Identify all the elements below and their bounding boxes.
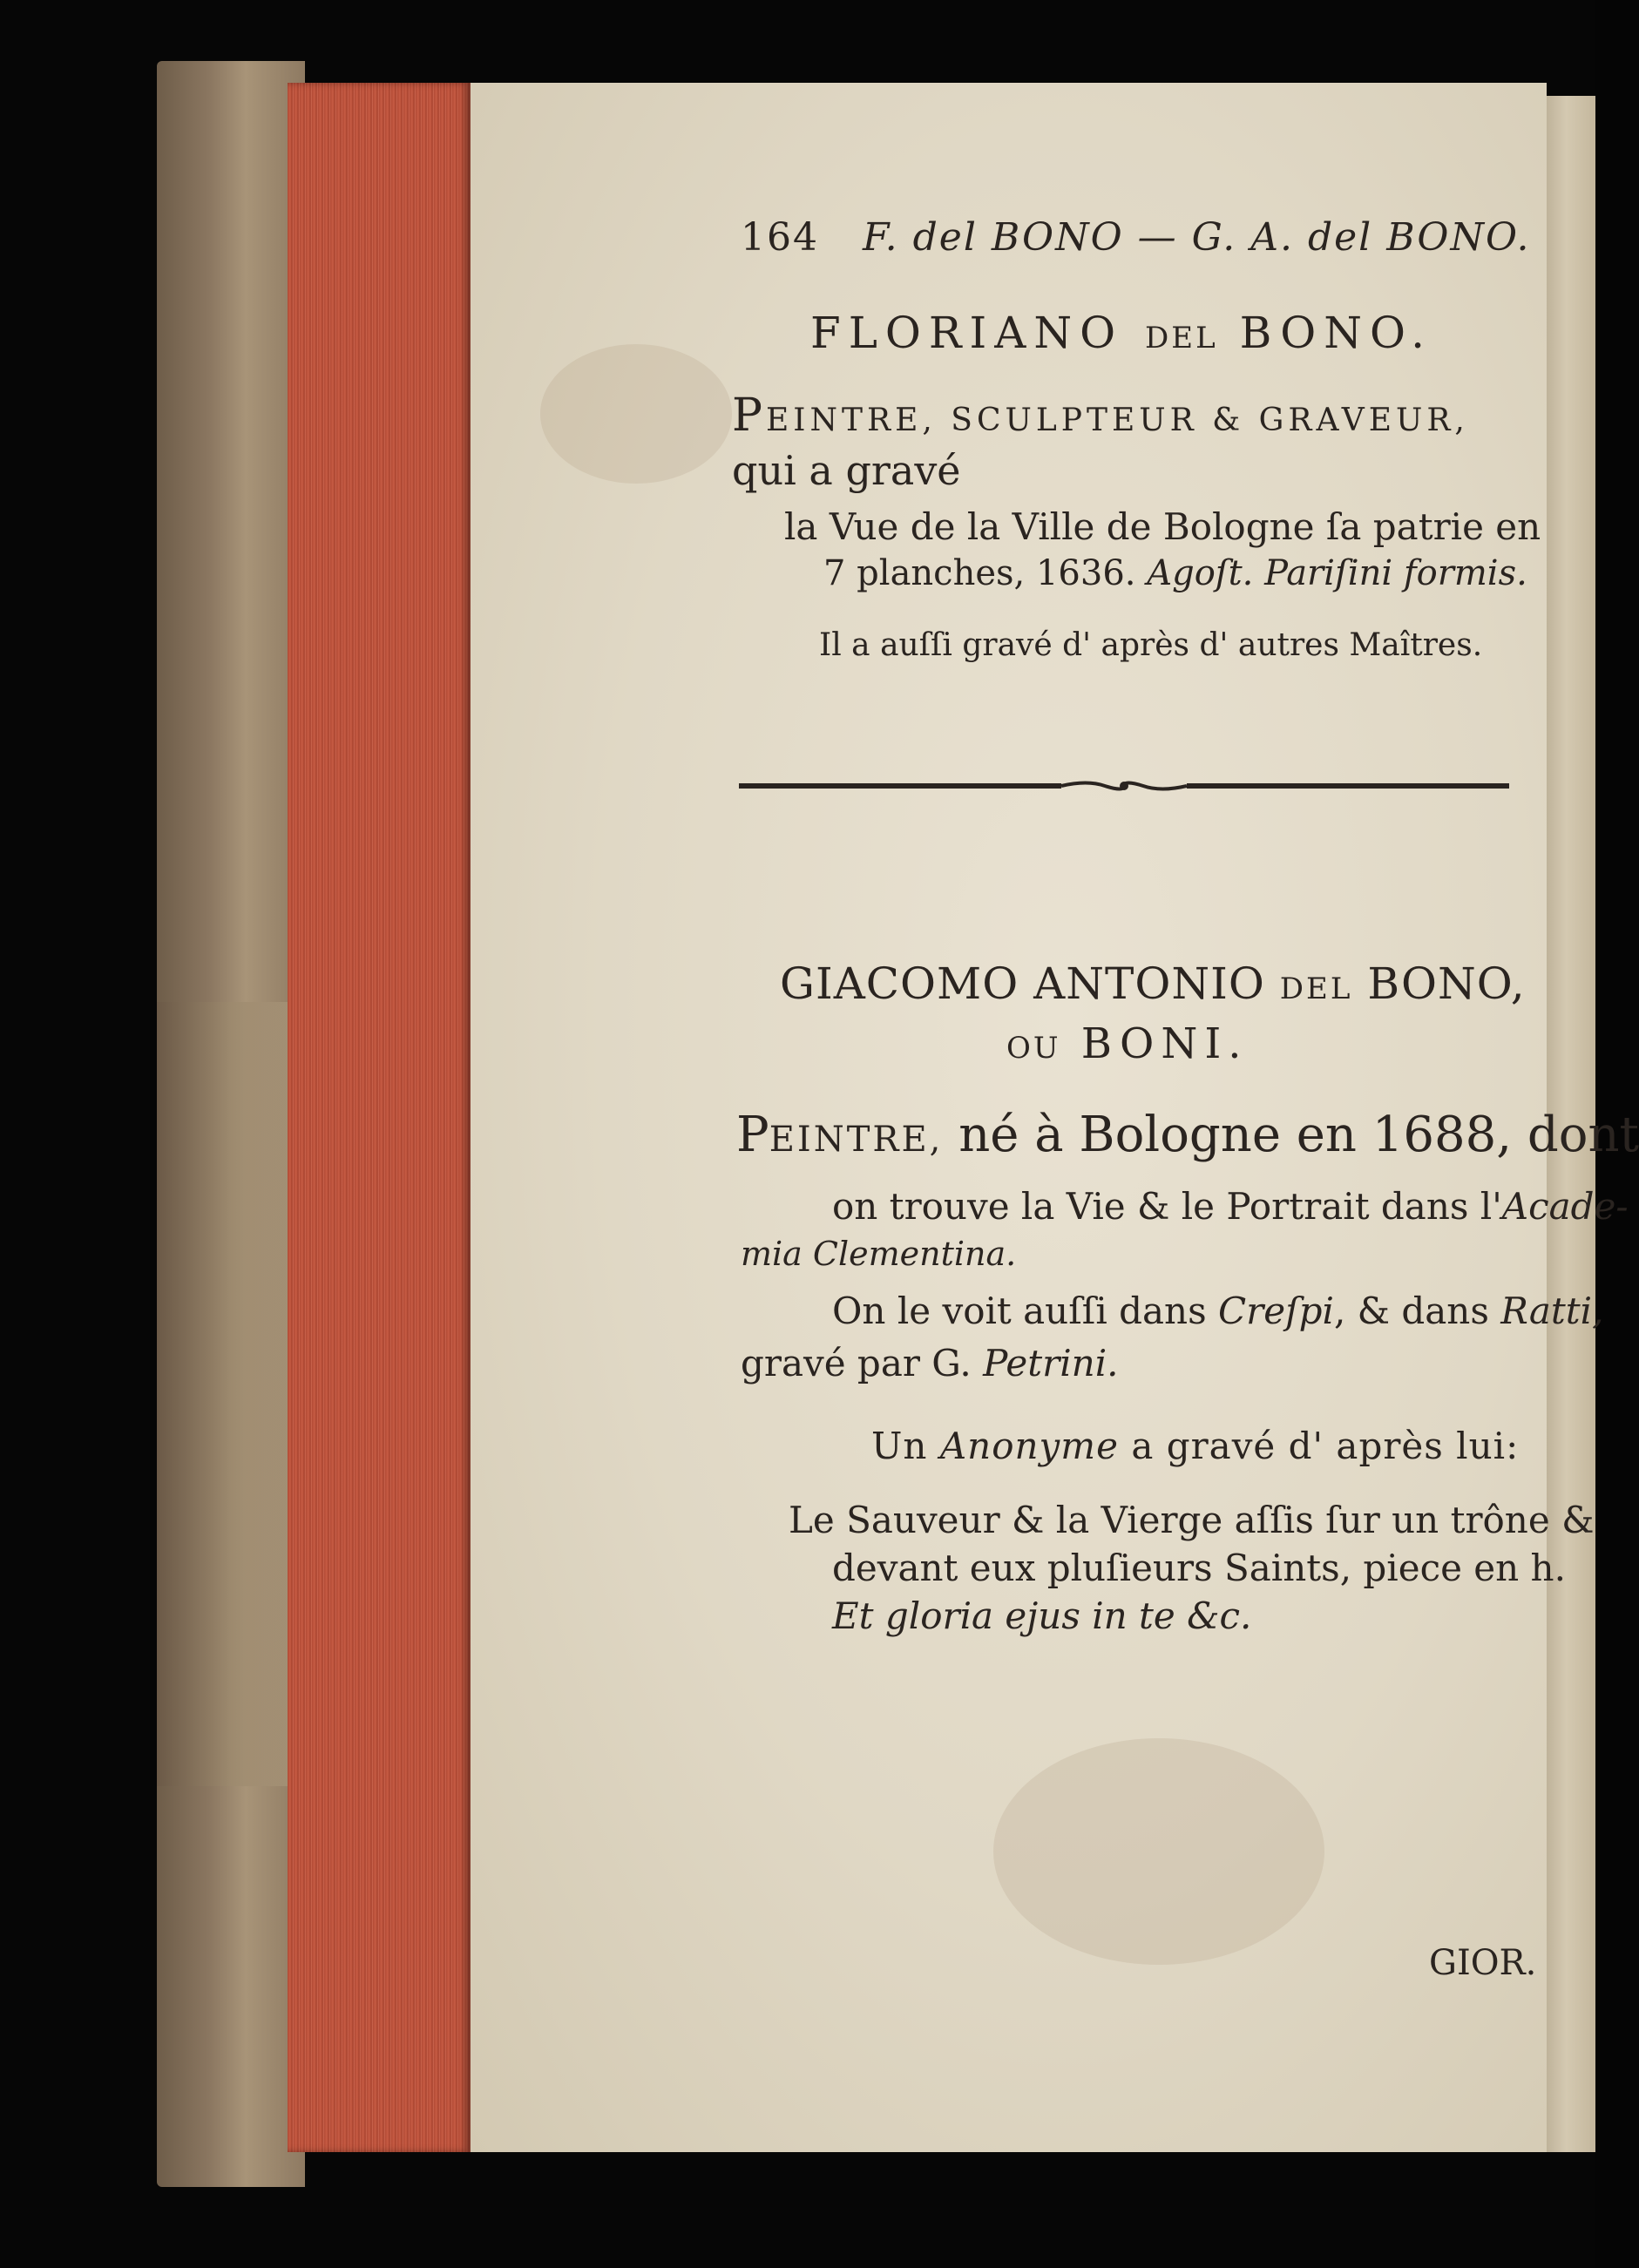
page-number: 164 bbox=[741, 215, 819, 260]
entry2-line4 bbox=[832, 1290, 1603, 1332]
italic-text: Anonyme bbox=[939, 1425, 1119, 1467]
heading-particle: DEL bbox=[1145, 321, 1218, 355]
italic-text: Creſpi bbox=[1218, 1290, 1334, 1332]
running-header bbox=[741, 215, 1530, 260]
small-caps-text: EINTRE, bbox=[769, 1120, 944, 1160]
entry-heading-boni bbox=[1006, 1019, 1249, 1068]
heading-surname: BONI. bbox=[1080, 1019, 1249, 1068]
entry1-line4 bbox=[823, 553, 1527, 593]
heading-surname: BONO, bbox=[1367, 958, 1526, 1009]
heading-surname: BONO. bbox=[1239, 308, 1432, 358]
entry1-line5: Il a auſſi gravé d' après d' autres Maîtres. bbox=[819, 627, 1483, 663]
heading-name: FLORIANO bbox=[810, 308, 1124, 358]
plain-text: on trouve la Vie & le Portrait dans l' bbox=[832, 1185, 1502, 1228]
ornamental-rule bbox=[739, 780, 1509, 792]
drop-letter: P bbox=[732, 389, 766, 442]
entry2-line7: Le Sauveur & la Vierge aſſis ſur un trône & bbox=[789, 1499, 1595, 1541]
italic-text: Agoſt. Pariſini formis. bbox=[1147, 553, 1527, 593]
entry1-line3: la Vue de la Ville de Bologne ſa patrie en bbox=[784, 505, 1541, 548]
entry-heading-giacomo bbox=[780, 958, 1526, 1009]
italic-text: Petrini. bbox=[983, 1342, 1119, 1384]
italic-text: Ratti, bbox=[1500, 1290, 1604, 1332]
foxing-stain bbox=[993, 1738, 1324, 1965]
entry2-line5 bbox=[741, 1342, 1119, 1384]
running-title: F. del BONO — G. A. del BONO. bbox=[862, 215, 1531, 260]
heading-particle: DEL bbox=[1279, 972, 1353, 1006]
entry2-line9: Et gloria ejus in te &c. bbox=[832, 1594, 1252, 1637]
entry-heading-floriano bbox=[810, 308, 1432, 358]
entry2-line8: devant eux pluſieurs Saints, piece en h. bbox=[832, 1547, 1566, 1589]
entry1-line2: qui a gravé bbox=[732, 447, 961, 494]
plain-text: On le voit auſſi dans bbox=[832, 1290, 1207, 1332]
plain-text: 7 planches, 1636. bbox=[823, 553, 1136, 593]
plain-text: né à Bologne en 1688, dont bbox=[958, 1107, 1639, 1163]
entry2-line2 bbox=[832, 1185, 1629, 1228]
catchword: GIOR. bbox=[1429, 1943, 1537, 1983]
plain-text: gravé par G. bbox=[741, 1342, 972, 1384]
entry1-line1 bbox=[732, 389, 1469, 442]
foxing-stain bbox=[540, 344, 732, 484]
book-page bbox=[471, 83, 1639, 2152]
heading-name: GIACOMO ANTONIO bbox=[780, 958, 1265, 1009]
small-caps-text: EINTRE, SCULPTEUR & GRAVEUR, bbox=[766, 403, 1469, 438]
plain-text: a gravé d' après lui: bbox=[1131, 1425, 1520, 1467]
plain-text: Un bbox=[871, 1425, 928, 1467]
binding-wear bbox=[157, 1002, 305, 1786]
entry2-line6 bbox=[871, 1425, 1519, 1467]
red-page-edges bbox=[288, 83, 471, 2152]
drop-letter: P bbox=[736, 1107, 769, 1163]
italic-text: Acade- bbox=[1501, 1185, 1629, 1228]
entry2-line1 bbox=[736, 1107, 1639, 1163]
entry2-line3: mia Clementina. bbox=[741, 1235, 1017, 1273]
heading-particle: OU bbox=[1006, 1031, 1061, 1066]
plain-text: , & dans bbox=[1333, 1290, 1489, 1332]
